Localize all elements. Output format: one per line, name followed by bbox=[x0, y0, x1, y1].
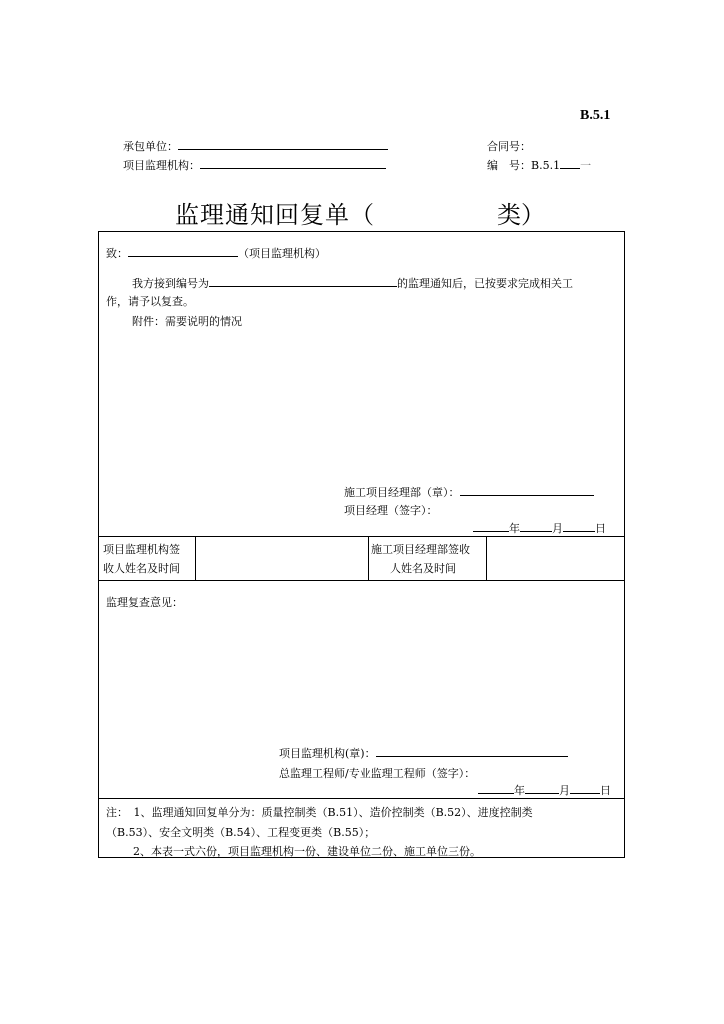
reply-year-label: 年 bbox=[509, 522, 520, 535]
supervision-org-field[interactable] bbox=[200, 157, 386, 169]
note-line-3: 2、本表一式六份，项目监理机构一份、建设单位二份、施工单位三份。 bbox=[133, 845, 481, 858]
reply-date bbox=[473, 520, 606, 538]
receipt-col-2 bbox=[368, 536, 369, 580]
review-month-field[interactable] bbox=[525, 782, 559, 794]
to-field[interactable] bbox=[128, 245, 238, 257]
to-row bbox=[106, 245, 326, 263]
to-suffix: （项目监理机构） bbox=[238, 247, 326, 260]
review-org-row bbox=[279, 745, 568, 763]
reply-day-field[interactable] bbox=[563, 520, 595, 532]
to-label: 致： bbox=[106, 247, 128, 260]
reply-month-field[interactable] bbox=[520, 520, 552, 532]
reply-day-label: 日 bbox=[595, 522, 606, 535]
note-line-1: 注： 1、监理通知回复单分为：质量控制类（B.51）、造价控制类（B.52）、进度控制类 bbox=[106, 806, 533, 819]
review-org-field[interactable] bbox=[376, 745, 568, 757]
body-prefix: 我方接到编号为 bbox=[132, 277, 209, 290]
review-month-label: 月 bbox=[559, 784, 570, 797]
review-org-label: 项目监理机构(章)： bbox=[279, 747, 376, 760]
review-year-field[interactable] bbox=[478, 782, 514, 794]
body-line-2: 作，请予以复查。 bbox=[106, 295, 194, 308]
supervision-receipt-label-2: 收人姓名及时间 bbox=[103, 562, 180, 575]
dept-row bbox=[344, 484, 594, 502]
serial-label: 编 号：B.5.1 bbox=[487, 159, 561, 172]
body-line-1 bbox=[132, 275, 573, 293]
notice-number-field[interactable] bbox=[209, 275, 397, 287]
contractor-row bbox=[123, 138, 388, 154]
contractor-receipt-field[interactable] bbox=[487, 537, 624, 579]
supervision-org-row bbox=[123, 157, 386, 173]
engineer-label: 总监理工程师/专业监理工程师（签字）： bbox=[279, 767, 476, 780]
dept-label: 施工项目经理部（章）： bbox=[344, 486, 460, 499]
contract-no-label: 合同号： bbox=[487, 140, 531, 153]
contractor-receipt-label-1: 施工项目经理部签收 bbox=[371, 543, 470, 556]
divider-receipt-bottom bbox=[98, 580, 625, 581]
review-day-field[interactable] bbox=[570, 782, 600, 794]
supervision-receipt-label-1: 项目监理机构签 bbox=[103, 543, 180, 556]
review-date bbox=[478, 782, 611, 800]
form-code: B.5.1 bbox=[580, 108, 611, 123]
dept-field[interactable] bbox=[460, 484, 594, 496]
page-title-suffix: 类） bbox=[497, 201, 545, 229]
page-title: 监理通知回复单（ bbox=[175, 201, 375, 229]
serial-dash: 一 bbox=[580, 159, 592, 172]
serial-row bbox=[487, 157, 591, 173]
review-day-label: 日 bbox=[600, 784, 611, 797]
contractor-receipt-label-2: 人姓名及时间 bbox=[390, 562, 456, 575]
attachment-text: 附件：需要说明的情况 bbox=[132, 315, 242, 328]
supervision-receipt-field[interactable] bbox=[196, 537, 367, 579]
review-opinion-label: 监理复查意见： bbox=[106, 596, 183, 609]
supervision-org-label: 项目监理机构： bbox=[123, 159, 200, 172]
contractor-label: 承包单位： bbox=[123, 140, 178, 153]
contractor-field[interactable] bbox=[178, 138, 388, 150]
review-year-label: 年 bbox=[514, 784, 525, 797]
reply-month-label: 月 bbox=[552, 522, 563, 535]
note-line-2: （B.53）、安全文明类（B.54）、工程变更类（B.55）； bbox=[106, 826, 376, 839]
serial-field[interactable] bbox=[560, 157, 580, 169]
manager-label: 项目经理（签字）： bbox=[344, 504, 438, 517]
reply-year-field[interactable] bbox=[473, 520, 509, 532]
body-suffix: 的监理通知后，已按要求完成相关工 bbox=[397, 277, 573, 290]
